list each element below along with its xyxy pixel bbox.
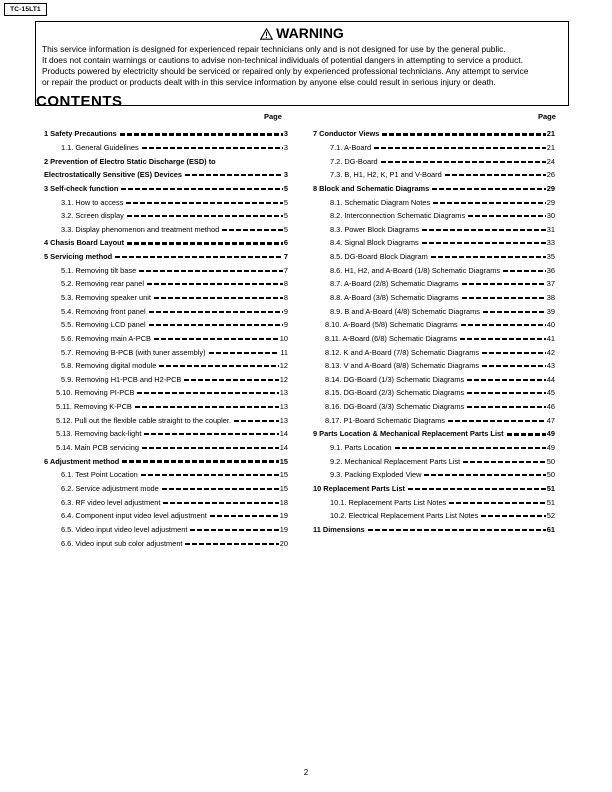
toc-dot-leader (483, 311, 546, 313)
toc-entry-title: 8.2. Interconnection Schematic Diagrams (330, 211, 466, 221)
toc-entry-page: 12 (279, 374, 288, 384)
toc-entry-title: 8.1. Schematic Diagram Notes (330, 197, 431, 207)
toc-dot-leader (482, 352, 546, 354)
toc-dot-leader (382, 133, 545, 136)
toc-entry-page: 13 (279, 415, 288, 425)
toc-entry-page: 29 (546, 197, 555, 207)
toc-entry-page: 15 (279, 483, 288, 493)
toc-entry[interactable] (313, 154, 555, 168)
warning-triangle-icon (260, 28, 273, 40)
toc-dot-leader (135, 406, 279, 408)
toc-entry-page: 39 (546, 306, 555, 316)
toc-entry-page: 51 (546, 497, 555, 507)
toc-entry-page: 13 (279, 388, 288, 398)
toc-entry-title: 5.12. Pull out the flexible cable straight to the coupler. (56, 415, 232, 425)
toc-entry[interactable] (313, 291, 555, 305)
toc-entry[interactable] (44, 482, 288, 496)
toc-entry-title: 5.8. Removing digital module (61, 361, 157, 371)
toc-entry[interactable] (44, 454, 288, 468)
warning-heading (36, 25, 568, 41)
toc-entry[interactable] (313, 427, 555, 441)
toc-entry-page: 50 (546, 470, 555, 480)
toc-entry[interactable] (313, 400, 555, 414)
toc-dot-leader (462, 283, 546, 285)
toc-entry-title: 5.13. Removing back-light (56, 429, 142, 439)
toc-entry-title: 3.2. Screen display (61, 211, 124, 221)
page-header-left: Page (264, 112, 282, 121)
toc-entry[interactable] (313, 304, 555, 318)
toc-entry-title: 8.7. A-Board (2/8) Schematic Diagrams (330, 279, 459, 289)
toc-dot-leader (374, 147, 546, 149)
toc-dot-leader (190, 529, 278, 531)
toc-dot-leader (222, 229, 283, 231)
toc-entry-title: 5.14. Main PCB servicing (56, 443, 139, 453)
toc-entry[interactable] (313, 441, 555, 455)
toc-entry-page: 5 (283, 224, 288, 234)
toc-entry-page: 11 (280, 347, 288, 357)
toc-entry-page: 14 (279, 429, 288, 439)
toc-entry-title: 10 Replacement Parts List (313, 483, 406, 493)
toc-dot-leader (463, 461, 546, 463)
toc-dot-leader (468, 215, 546, 217)
warning-line: or repair the product or products dealt with in this service information by anyone else could result in serious injury or death. (42, 77, 496, 87)
toc-entry[interactable] (44, 291, 288, 305)
toc-entry[interactable] (313, 250, 555, 264)
toc-entry-title: 1.1. General Guidelines (61, 142, 139, 152)
toc-entry-page: 40 (546, 320, 555, 330)
toc-entry-page: 3 (283, 142, 288, 152)
toc-entry-title: 7.3. B, H1, H2, K, P1 and V-Board (330, 170, 442, 180)
toc-entry-page: 19 (279, 524, 288, 534)
toc-entry[interactable] (44, 222, 288, 236)
toc-entry-title: Electrostatically Sensitive (ES) Devices (44, 170, 183, 180)
toc-entry-page: 49 (546, 429, 555, 439)
toc-entry-title: 4 Chasis Board Layout (44, 238, 125, 248)
toc-dot-leader (122, 460, 278, 463)
toc-entry-page: 8 (283, 279, 288, 289)
toc-entry-page: 43 (546, 361, 555, 371)
toc-dot-leader (368, 529, 546, 532)
toc-entry[interactable] (44, 182, 288, 196)
toc-entry-title: 7 Conductor Views (313, 129, 380, 139)
toc-dot-leader (449, 502, 546, 504)
toc-dot-leader (445, 174, 546, 176)
toc-entry-title: 3.1. How to access (61, 197, 124, 207)
toc-entry-title: 8.10. A-Board (5/8) Schematic Diagrams (325, 320, 458, 330)
toc-entry-page: 50 (546, 456, 555, 466)
toc-entry-title: 7.2. DG-Board (330, 156, 378, 166)
toc-entry[interactable] (313, 332, 555, 346)
toc-dot-leader (503, 270, 546, 272)
toc-entry[interactable] (44, 263, 288, 277)
toc-entry-page: 35 (546, 252, 555, 262)
toc-entry[interactable] (44, 509, 288, 523)
toc-dot-leader (210, 515, 279, 517)
toc-entry[interactable] (44, 495, 288, 509)
toc-dot-leader (448, 420, 546, 422)
toc-entry[interactable] (44, 536, 288, 550)
toc-entry-title: 5.10. Removing PI-PCB (56, 388, 135, 398)
toc-entry-title: 7.1. A-Board (330, 142, 372, 152)
toc-entry[interactable] (44, 373, 288, 387)
toc-entry[interactable] (44, 195, 288, 209)
toc-entry-page: 7 (283, 252, 288, 262)
toc-entry-title: 5.4. Removing front panel (61, 306, 146, 316)
toc-entry-page: 5 (283, 211, 288, 221)
toc-entry-page: 19 (279, 511, 288, 521)
toc-dot-leader (115, 256, 283, 259)
toc-entry[interactable] (44, 413, 288, 427)
toc-dot-leader (126, 202, 282, 204)
model-tag: TC-15LT1 (4, 3, 47, 16)
toc-dot-leader (433, 202, 546, 204)
warning-line: This service information is designed for experienced repair technicians only and is not designed for use by the general public. (42, 44, 506, 54)
toc-dot-leader (142, 147, 283, 149)
contents-title: CONTENTS (36, 93, 123, 110)
warning-text (42, 44, 562, 88)
toc-entry-page: 7 (283, 265, 288, 275)
toc-entry-title: 8.13. V and A-Board (8/8) Schematic Diagrams (325, 361, 480, 371)
toc-entry[interactable] (44, 359, 288, 373)
toc-entry-title: 6 Adjustment method (44, 456, 120, 466)
toc-entry-page: 21 (546, 129, 555, 139)
toc-entry[interactable] (44, 127, 288, 141)
toc-dot-leader (127, 215, 283, 217)
toc-entry-title: 8.17. P1-Board Schematic Diagrams (325, 415, 445, 425)
toc-entry-title: 8.4. Signal Block Diagrams (330, 238, 419, 248)
toc-entry[interactable] (313, 359, 555, 373)
toc-entry-page: 15 (279, 456, 288, 466)
toc-dot-leader (234, 420, 279, 422)
page-number: 2 (303, 768, 309, 777)
toc-entry-title: 8.9. B and A-Board (4/8) Schematic Diagrams (330, 306, 480, 316)
toc-entry[interactable] (44, 236, 288, 250)
toc-entry[interactable] (44, 441, 288, 455)
toc-entry-title: 8.12. K and A-Board (7/8) Schematic Diagrams (325, 347, 480, 357)
toc-dot-leader (139, 270, 283, 272)
toc-entry[interactable] (313, 263, 555, 277)
toc-entry-title: 5.2. Removing rear panel (61, 279, 144, 289)
toc-dot-leader (422, 229, 546, 231)
toc-dot-leader (422, 242, 546, 244)
toc-entry-title: 9 Parts Location & Mechanical Replacement Parts List (313, 429, 504, 439)
toc-dot-leader (142, 447, 279, 449)
toc-entry-title: 8.11. A-Board (6/8) Schematic Diagrams (325, 333, 458, 343)
toc-dot-leader (154, 338, 279, 340)
toc-entry-title: 5.5. Removing LCD panel (61, 320, 146, 330)
toc-entry-title: 5.9. Removing H1-PCB and H2-PCB (61, 374, 182, 384)
toc-entry[interactable] (313, 182, 555, 196)
toc-entry[interactable] (313, 386, 555, 400)
toc-entry-page: 5 (283, 197, 288, 207)
toc-entry-title: 9.3. Packing Exploded View (330, 470, 422, 480)
toc-entry-title: 8.8. A-Board (3/8) Schematic Diagrams (330, 293, 459, 302)
toc-entry-title: 5 Servicing method (44, 252, 113, 262)
toc-entry[interactable] (44, 400, 288, 414)
toc-entry-page: 26 (546, 170, 555, 180)
toc-dot-leader (147, 283, 283, 285)
toc-entry-page: 52 (546, 511, 555, 521)
toc-dot-leader (481, 515, 545, 517)
toc-entry-page: 61 (546, 524, 555, 534)
toc-dot-leader (467, 406, 546, 408)
toc-entry-title: 5.1. Removing tilt base (61, 265, 137, 275)
toc-dot-leader (381, 161, 546, 163)
toc-entry-page: 24 (546, 156, 555, 166)
toc-entry[interactable] (313, 523, 555, 537)
toc-entry-title: 8.6. H1, H2, and A-Board (1/8) Schematic Diagrams (330, 265, 501, 275)
toc-entry[interactable] (313, 141, 555, 155)
toc-entry-page: 51 (546, 483, 555, 493)
toc-entry[interactable] (313, 495, 555, 509)
toc-entry[interactable] (313, 127, 555, 141)
toc-entry-title: 1 Safety Precautions (44, 129, 117, 139)
toc-dot-leader (159, 365, 278, 367)
toc-entry[interactable] (44, 318, 288, 332)
toc-dot-leader (462, 297, 546, 299)
toc-entry-title: 8.15. DG-Board (2/3) Schematic Diagrams (325, 388, 465, 398)
warning-title: WARNING (276, 25, 344, 41)
toc-dot-leader (467, 379, 546, 381)
toc-entry-title: 10.1. Replacement Parts List Notes (330, 497, 447, 507)
warning-line: It does not contain warnings or cautions to advise non-technical individuals of potential dangers in attempting to service a product. (42, 55, 523, 65)
toc-dot-leader (185, 174, 283, 177)
toc-dot-leader (460, 338, 546, 340)
toc-entry-title: 8.3. Power Block Diagrams (330, 224, 420, 234)
toc-entry-page: 3 (283, 170, 288, 180)
toc-entry[interactable] (313, 373, 555, 387)
warning-line: Products powered by electricity should be serviced or repaired only by experienced professional technicians. Any attempt to service (42, 66, 529, 76)
toc-dot-leader (467, 392, 546, 394)
toc-dot-leader (149, 324, 283, 326)
toc-entry[interactable] (313, 168, 555, 182)
toc-dot-leader (121, 188, 283, 191)
toc-dot-leader (127, 242, 283, 245)
toc-right-column (313, 127, 555, 536)
toc-entry-page: 10 (279, 333, 288, 343)
toc-entry-title: 8.14. DG-Board (1/3) Schematic Diagrams (325, 374, 465, 384)
toc-dot-leader (507, 433, 546, 436)
toc-entry-page: 29 (546, 183, 555, 193)
toc-dot-leader (120, 133, 283, 136)
toc-entry-page: 6 (283, 238, 288, 248)
toc-entry-title: 9.2. Mechanical Replacement Parts List (330, 456, 461, 466)
toc-entry[interactable] (44, 386, 288, 400)
toc-dot-leader (185, 543, 278, 545)
toc-entry[interactable] (313, 468, 555, 482)
toc-entry-title: 5.7. Removing B-PCB (with tuner assembly) (61, 347, 206, 357)
toc-entry-title: 8 Block and Schematic Diagrams (313, 183, 430, 193)
toc-entry-page: 46 (546, 402, 555, 412)
toc-entry[interactable] (313, 482, 555, 496)
toc-entry[interactable] (313, 345, 555, 359)
toc-entry-title: 3.3. Display phenomenon and treatment method (61, 224, 220, 234)
toc-entry-page: 8 (283, 293, 288, 302)
toc-entry-page: 47 (546, 415, 555, 425)
toc-entry-title: 6.2. Service adjustment mode (61, 483, 159, 493)
toc-entry[interactable] (313, 236, 555, 250)
toc-entry-page: 5 (283, 183, 288, 193)
toc-entry-title: 6.3. RF video level adjustment (61, 497, 161, 507)
toc-entry[interactable] (44, 209, 288, 223)
toc-dot-leader (137, 392, 278, 394)
toc-dot-leader (482, 365, 546, 367)
toc-dot-leader (424, 474, 545, 476)
toc-entry-page: 9 (283, 320, 288, 330)
toc-dot-leader (395, 447, 546, 449)
toc-entry-page: 14 (279, 443, 288, 453)
toc-entry-page: 15 (279, 470, 288, 480)
toc-entry-title: 8.16. DG-Board (3/3) Schematic Diagrams (325, 402, 465, 412)
toc-entry[interactable] (313, 222, 555, 236)
toc-entry-title: 6.1. Test Point Location (61, 470, 138, 480)
page-header-right: Page (538, 112, 556, 121)
toc-entry-title: 9.1. Parts Location (330, 443, 392, 453)
toc-dot-leader (432, 188, 546, 191)
toc-dot-leader (154, 297, 283, 299)
toc-entry-title: 8.5. DG-Board Block Diagram (330, 252, 428, 262)
toc-entry[interactable] (313, 454, 555, 468)
toc-dot-leader (149, 311, 283, 313)
toc-dot-leader (141, 474, 279, 476)
toc-entry-page: 42 (546, 347, 555, 357)
toc-entry[interactable] (44, 250, 288, 264)
toc-dot-leader (184, 379, 278, 381)
toc-entry-page: 45 (546, 388, 555, 398)
toc-entry-title: 5.3. Removing speaker unit (61, 293, 151, 302)
toc-entry-page: 49 (546, 443, 555, 453)
toc-dot-leader (209, 352, 280, 354)
toc-entry[interactable] (44, 345, 288, 359)
toc-entry-page: 37 (546, 279, 555, 289)
toc-entry[interactable] (313, 195, 555, 209)
toc-entry[interactable] (44, 304, 288, 318)
toc-entry[interactable] (44, 523, 288, 537)
toc-entry-page: 3 (283, 129, 288, 139)
toc-entry[interactable] (313, 277, 555, 291)
toc-entry-title: 6.4. Component input video level adjustment (61, 511, 207, 521)
toc-entry-page: 33 (546, 238, 555, 248)
toc-entry-title: 3 Self-check function (44, 183, 119, 193)
toc-entry-page: 18 (279, 497, 288, 507)
toc-entry-page: 36 (546, 265, 555, 275)
toc-entry-page: 20 (279, 538, 288, 548)
toc-entry-title: 5.11. Removing K-PCB (56, 402, 132, 412)
toc-entry[interactable] (44, 332, 288, 346)
toc-entry-title: 10.2. Electrical Replacement Parts List Notes (330, 511, 479, 521)
toc-entry-title: 2 Prevention of Electro Static Discharge (ESD) to (44, 156, 216, 166)
toc-dot-leader (408, 488, 546, 491)
toc-entry[interactable] (313, 413, 555, 427)
toc-dot-leader (431, 256, 546, 258)
toc-entry[interactable] (44, 427, 288, 441)
toc-entry[interactable] (44, 154, 288, 168)
toc-left-column (44, 127, 288, 550)
toc-entry[interactable] (313, 509, 555, 523)
toc-entry-title: 11 Dimensions (313, 524, 365, 534)
toc-entry-page: 31 (546, 224, 555, 234)
toc-entry-page: 44 (546, 374, 555, 384)
toc-entry[interactable] (44, 168, 288, 182)
toc-dot-leader (163, 502, 278, 504)
toc-entry-title: 6.6. Video input sub color adjustment (61, 538, 183, 548)
toc-entry-page: 30 (546, 211, 555, 221)
toc-entry[interactable] (44, 141, 288, 155)
toc-entry-page: 38 (546, 293, 555, 302)
toc-entry[interactable] (44, 277, 288, 291)
toc-dot-leader (162, 488, 279, 490)
toc-entry-page: 41 (546, 333, 555, 343)
toc-entry-page: 13 (279, 402, 288, 412)
toc-entry-title: 6.5. Video input video level adjustment (61, 524, 188, 534)
toc-entry-page: 21 (546, 142, 555, 152)
toc-entry[interactable] (313, 318, 555, 332)
toc-entry-title: 5.6. Removing main A-PCB (61, 333, 151, 343)
toc-entry-page: 12 (279, 361, 288, 371)
toc-entry[interactable] (44, 468, 288, 482)
toc-dot-leader (461, 324, 546, 326)
toc-entry-page: 9 (283, 306, 288, 316)
toc-dot-leader (144, 433, 278, 435)
toc-entry[interactable] (313, 209, 555, 223)
